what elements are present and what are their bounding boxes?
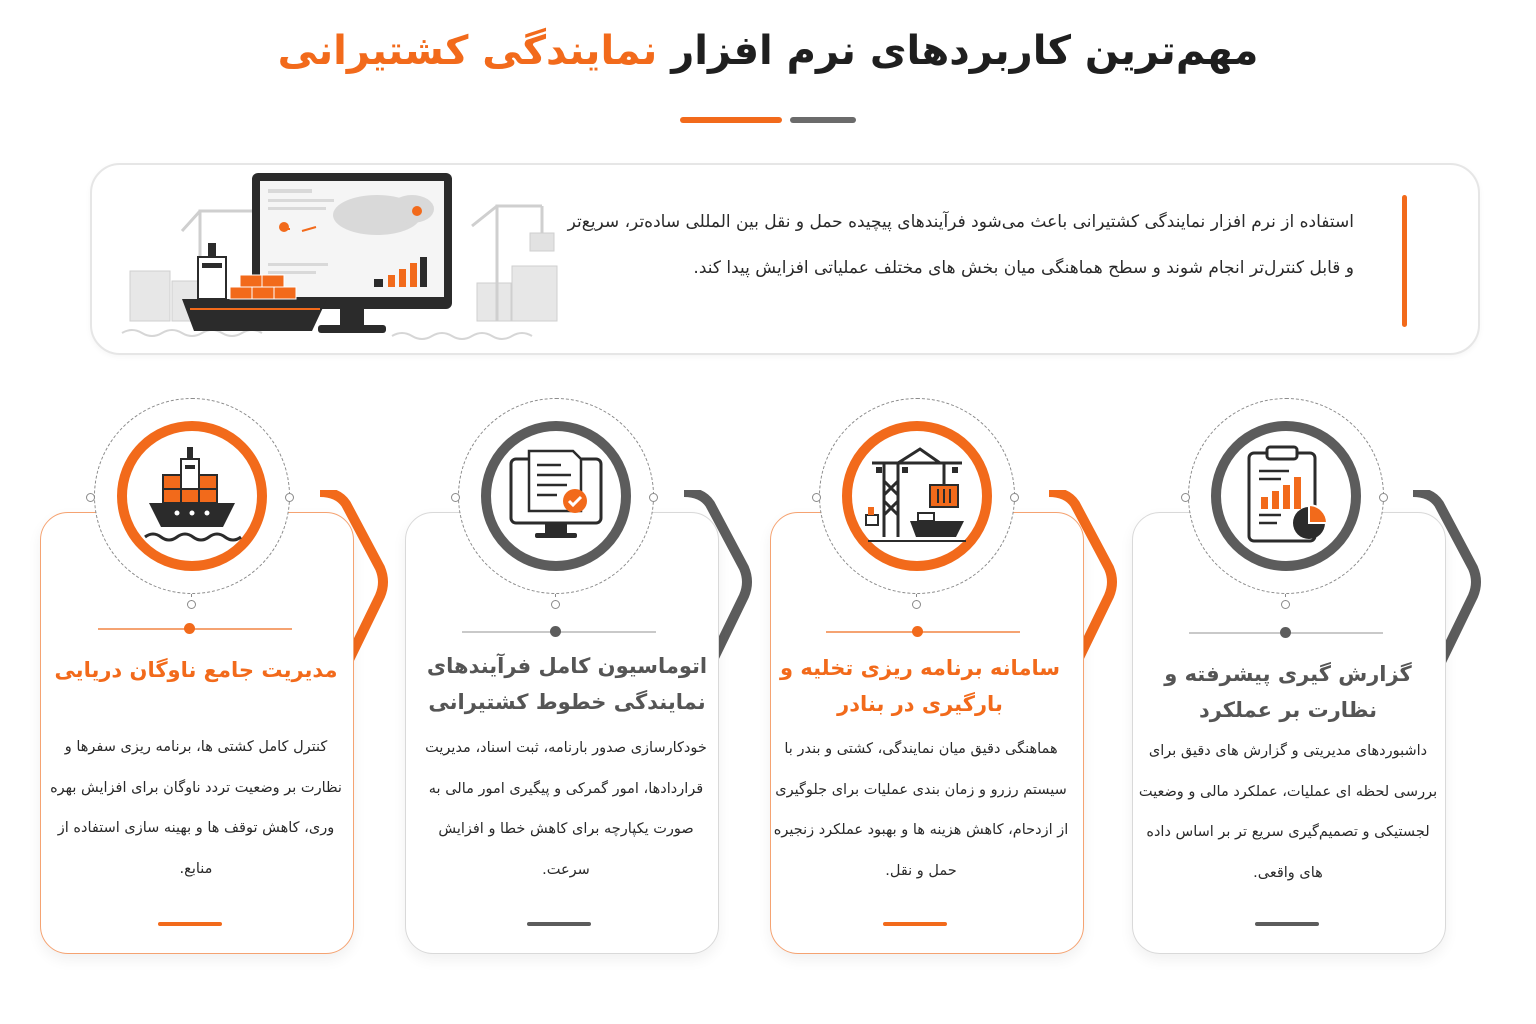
ring-dot-right bbox=[285, 493, 294, 502]
card-bottom-bar bbox=[883, 922, 947, 926]
card-title: سامانه برنامه ریزی تخلیه و بارگیری در بنادر bbox=[780, 656, 1060, 716]
ring-dot-right bbox=[649, 493, 658, 502]
ring-dot-left bbox=[1181, 493, 1190, 502]
intro-text: استفاده از نرم افزار نمایندگی کشتیرانی باعث می‌شود فرآیندهای پیچیده حمل و نقل بین المللی ساده‌تر، سریع‌تر و قابل کنترل‌تر انجام شوند و سطح هماهنگی میان بخش های مختلف عملیاتی افزایش پیدا کند. bbox=[567, 212, 1354, 278]
ring-dot-right bbox=[1010, 493, 1019, 502]
card-bottom-bar bbox=[527, 922, 591, 926]
card-bottom-bar bbox=[158, 922, 222, 926]
card-separator-dot bbox=[184, 623, 195, 634]
port-monitor-illustration bbox=[112, 171, 572, 351]
card-description: خودکارسازی صدور بارنامه، ثبت اسناد، مدیریت قراردادها، امور گمرکی و پیگیری امور مالی به صورت یکپارچه برای کاهش خطا و افزایش سرعت. bbox=[425, 740, 707, 878]
ring-dot-bottom bbox=[912, 600, 921, 609]
ring-dot-left bbox=[451, 493, 460, 502]
intro-box bbox=[90, 163, 1480, 355]
card-description: کنترل کامل کشتی ها، برنامه ریزی سفرها و نظارت بر وضعیت تردد ناوگان برای افزایش بهره وری، کاهش توقف ها و بهینه سازی استفاده از منابع. bbox=[50, 739, 342, 877]
monitor-document-icon bbox=[501, 441, 611, 551]
card-separator-dot bbox=[550, 626, 561, 637]
card-separator-dot bbox=[912, 626, 923, 637]
page-title-main: مهم‌ترین کاربردهای نرم افزار bbox=[671, 28, 1259, 74]
intro-accent-bar bbox=[1402, 195, 1407, 327]
title-underline-gray bbox=[790, 117, 856, 123]
card-title: گزارش گیری پیشرفته و نظارت بر عملکرد bbox=[1164, 662, 1412, 722]
card-title: اتوماسیون کامل فرآیندهای نمایندگی خطوط کشتیرانی bbox=[426, 654, 708, 714]
card-separator-dot bbox=[1280, 627, 1291, 638]
ring-dot-bottom bbox=[551, 600, 560, 609]
port-crane-icon bbox=[862, 441, 972, 551]
card-title: مدیریت جامع ناوگان دریایی bbox=[54, 658, 338, 682]
title-underline bbox=[680, 117, 860, 123]
page-title-highlight: نمایندگی کشتیرانی bbox=[277, 28, 658, 74]
report-clipboard-icon bbox=[1231, 441, 1341, 551]
card-description: داشبوردهای مدیریتی و گزارش های دقیق برای بررسی لحظه ای عملیات، عملکرد مالی و وضعیت لجستیکی و تصمیم‌گیری سریع تر بر اساس داده های واقعی. bbox=[1138, 743, 1438, 881]
ring-dot-left bbox=[86, 493, 95, 502]
card-description: هماهنگی دقیق میان نمایندگی، کشتی و بندر با سیستم رزرو و زمان بندی عملیات برای جلوگیری از ازدحام، کاهش هزینه ها و بهبود عملکرد زنجیره حمل و نقل. bbox=[773, 741, 1069, 879]
ring-dot-right bbox=[1379, 493, 1388, 502]
card-bottom-bar bbox=[1255, 922, 1319, 926]
card-separator bbox=[826, 631, 1020, 633]
ring-dot-left bbox=[812, 493, 821, 502]
title-underline-orange bbox=[680, 117, 782, 123]
ring-dot-bottom bbox=[187, 600, 196, 609]
card-separator bbox=[98, 628, 292, 630]
ring-dot-bottom bbox=[1281, 600, 1290, 609]
cargo-ship-icon bbox=[137, 441, 247, 551]
page-title bbox=[0, 28, 1536, 74]
